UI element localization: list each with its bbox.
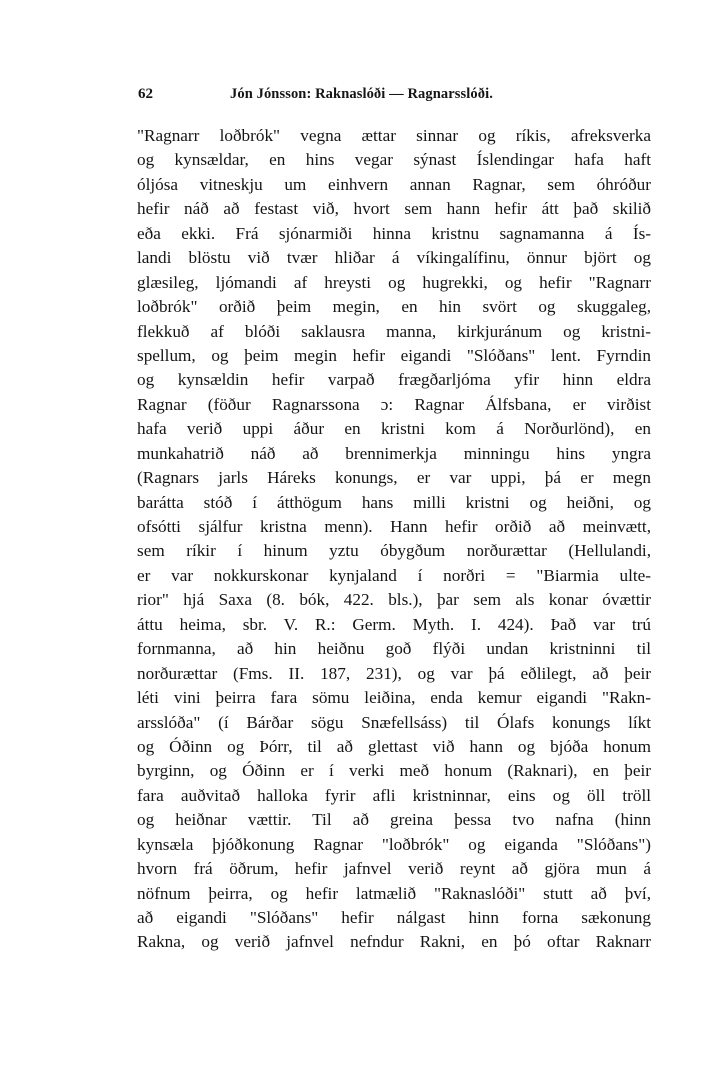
text-line: barátta stóð í átthögum hans milli kristni og heiðni, og [137, 492, 651, 512]
text-line: loðbrók" orðið þeim megin, en hin svört og skuggaleg, [137, 297, 651, 317]
page-header [138, 86, 652, 110]
text-line: Rakna, og verið jafnvel nefndur Rakni, en þó oftar Raknarr [137, 932, 651, 952]
running-head: Jón Jónsson: Raknaslóði — Ragnarsslóði. [230, 86, 493, 102]
text-line: (Ragnars jarls Háreks konungs, er var uppi, þá er megn [137, 468, 651, 488]
text-line: fara auðvitað halloka fyrir afli kristninnar, eins og öll tröll [137, 785, 651, 805]
text-line: ofsótti sjálfur kristna menn). Hann hefir orðið að meinvætt, [137, 517, 651, 536]
text-line: fornmanna, að hin heiðnu goð flýði undan kristninni til [137, 639, 651, 659]
text-line: óljósa vitneskju um einhvern annan Ragnar, sem óhróður [137, 174, 651, 194]
text-line: arsslóða" (í Bárðar sögu Snæfellsáss) til Ólafs konungs líkt [137, 712, 651, 732]
text-line: flekkuð af blóði saklausra manna, kirkjuránum og kristni- [137, 321, 651, 341]
text-line: "Ragnarr loðbrók" vegna ættar sinnar og ríkis, afreksverka [137, 126, 651, 145]
text-line: eða ekki. Frá sjónarmiði hinna kristnu sagnamanna á Ís- [137, 223, 651, 243]
page-number: 62 [138, 86, 153, 102]
text-line: sem ríkir í hinum yztu óbygðum norðurættar (Hellulandi, [137, 541, 651, 561]
text-line: nöfnum þeirra, og hefir latmælið "Raknaslóði" stutt að því, [137, 883, 651, 903]
text-line: Ragnar (föður Ragnarssona ɔ: Ragnar Álfsbana, er virðist [137, 394, 651, 414]
body-text [137, 124, 651, 955]
text-line: og kynsældar, en hins vegar sýnast Íslendingar hafa haft [137, 150, 651, 170]
text-line: rior" hjá Saxa (8. bók, 422. bls.), þar sem als konar óvættir [137, 590, 651, 610]
text-line: og Óðinn og Þórr, til að glettast við hann og bjóða honum [137, 736, 651, 756]
text-line: og heiðnar vættir. Til að greina þessa tvo nafna (hinn [137, 810, 651, 830]
text-line: spellum, og þeim megin hefir eigandi "Slóðans" lent. Fyrndin [137, 345, 651, 365]
text-line: hafa verið uppi áður en kristni kom á Norðurlönd), en [137, 419, 651, 439]
text-line: áttu heima, sbr. V. R.: Germ. Myth. I. 424). Það var trú [137, 614, 651, 634]
text-line: norðurættar (Fms. II. 187, 231), og var þá eðlilegt, að þeir [137, 663, 651, 683]
text-line: kynsæla þjóðkonung Ragnar "loðbrók" og eiganda "Slóðans") [137, 834, 651, 854]
text-line: glæsileg, ljómandi af hreysti og hugrekki, og hefir "Ragnarr [137, 272, 651, 292]
text-line: er var nokkurskonar kynjaland í norðri = "Biarmia ulte- [137, 565, 651, 585]
text-line: munkahatrið náð að brennimerkja minningu hins yngra [137, 443, 651, 463]
text-line: landi blöstu við tvær hliðar á víkingalífinu, önnur björt og [137, 248, 651, 268]
text-line: hvorn frá öðrum, hefir jafnvel verið reynt að gjöra mun á [137, 859, 651, 879]
text-line: hefir náð að festast við, hvort sem hann hefir átt það skilið [137, 199, 651, 219]
text-line: að eigandi "Slóðans" hefir nálgast hinn forna sækonung [137, 908, 651, 927]
text-line: léti vini þeirra fara sömu leiðina, enda kemur eigandi "Rakn- [137, 688, 651, 708]
text-line: byrginn, og Óðinn er í verki með honum (Raknari), en þeir [137, 761, 651, 781]
text-line: og kynsældin hefir varpað frægðarljóma yfir hinn eldra [137, 370, 651, 390]
